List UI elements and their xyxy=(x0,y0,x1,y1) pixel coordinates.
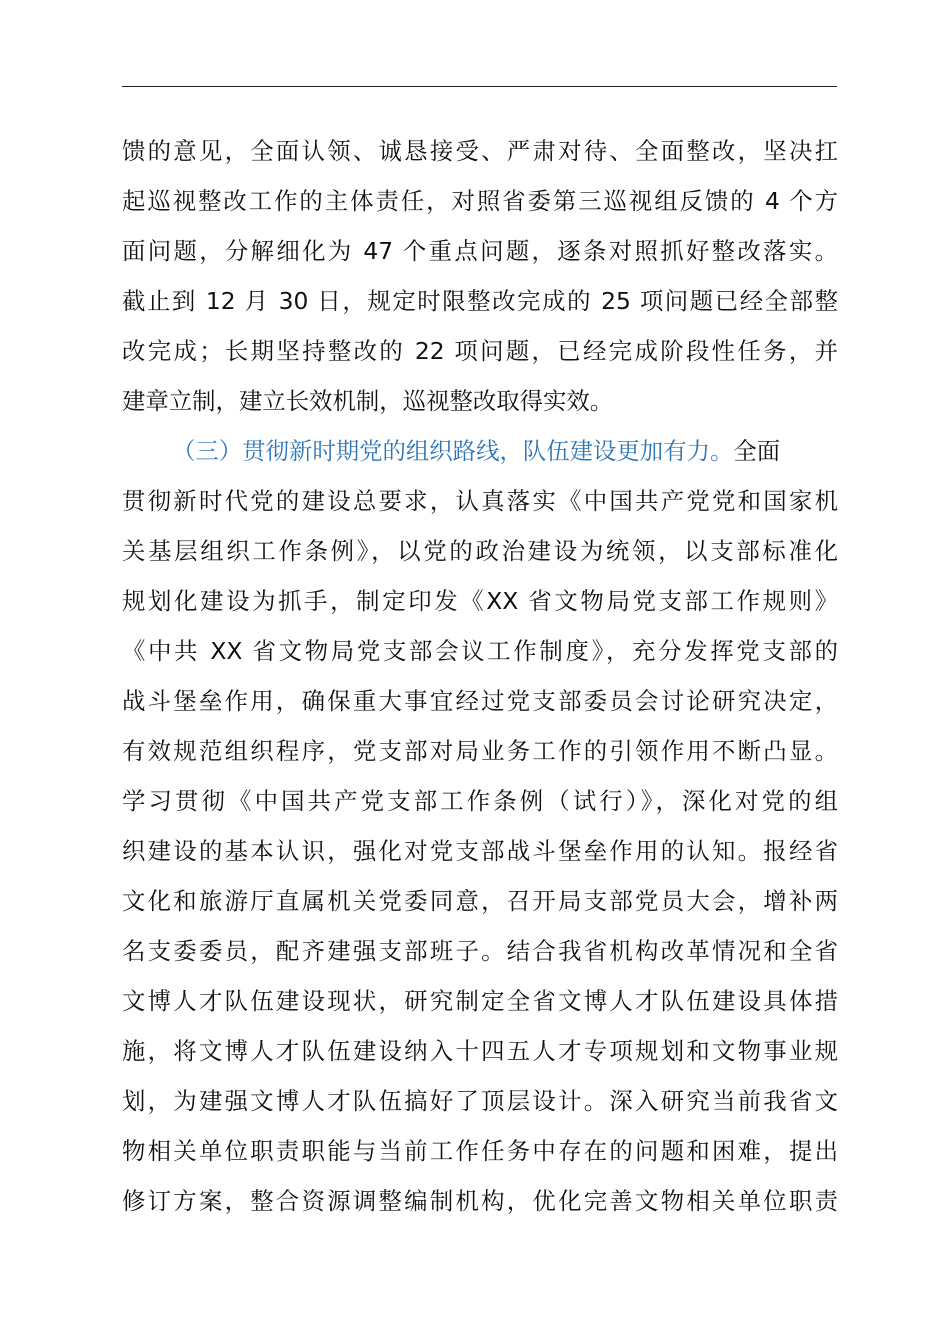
text-line: 学习贯彻《中国共产党支部工作条例（试行）》，深化对党的组 xyxy=(122,787,838,815)
paragraph-inspection-rectification xyxy=(122,126,838,426)
text-line: 改完成；长期坚持整改的 22 项问题，已经完成阶段性任务，并 xyxy=(122,337,838,365)
text-line: 建章立制，建立长效机制，巡视整改取得实效。 xyxy=(122,387,614,415)
text-line: 有效规范组织程序，党支部对局业务工作的引领作用不断凸显。 xyxy=(122,737,838,765)
text-line: 馈的意见，全面认领、诚恳接受、严肃对待、全面整改，坚决扛 xyxy=(122,137,838,165)
header-rule xyxy=(122,86,837,87)
section-heading: （三）贯彻新时期党的组织路线，队伍建设更加有力。 xyxy=(172,437,734,465)
paragraph-organization-line xyxy=(122,426,838,1226)
document-body xyxy=(122,126,838,1226)
text-line: 战斗堡垒作用，确保重大事宜经过党支部委员会讨论研究决定， xyxy=(122,687,838,715)
text-line: 名支委委员，配齐建强支部班子。结合我省机构改革情况和全省 xyxy=(122,937,838,965)
text-line: 《中共 XX 省文物局党支部会议工作制度》，充分发挥党支部的 xyxy=(122,637,838,665)
text-run: 全面 xyxy=(733,437,781,465)
section-heading-line xyxy=(122,426,838,476)
text-line: 划，为建强文博人才队伍搞好了顶层设计。深入研究当前我省文 xyxy=(122,1087,838,1115)
text-line: 规划化建设为抓手，制定印发《XX 省文物局党支部工作规则》 xyxy=(122,587,838,615)
text-line: 修订方案，整合资源调整编制机构，优化完善文物相关单位职责 xyxy=(122,1187,838,1215)
text-line: 截止到 12 月 30 日，规定时限整改完成的 25 项问题已经全部整 xyxy=(122,287,838,315)
text-line: 贯彻新时代党的建设总要求，认真落实《中国共产党党和国家机 xyxy=(122,487,838,515)
text-line: 织建设的基本认识，强化对党支部战斗堡垒作用的认知。报经省 xyxy=(122,837,838,865)
text-line: 物相关单位职责职能与当前工作任务中存在的问题和困难，提出 xyxy=(122,1137,838,1165)
text-line: 面问题，分解细化为 47 个重点问题，逐条对照抓好整改落实。 xyxy=(122,237,838,265)
text-line: 起巡视整改工作的主体责任，对照省委第三巡视组反馈的 4 个方 xyxy=(122,187,838,215)
text-line: 文化和旅游厅直属机关党委同意，召开局支部党员大会，增补两 xyxy=(122,887,838,915)
text-line: 施，将文博人才队伍建设纳入十四五人才专项规划和文物事业规 xyxy=(122,1037,838,1065)
text-line: 关基层组织工作条例》，以党的政治建设为统领，以支部标准化 xyxy=(122,537,838,565)
text-line: 文博人才队伍建设现状，研究制定全省文博人才队伍建设具体措 xyxy=(122,987,838,1015)
